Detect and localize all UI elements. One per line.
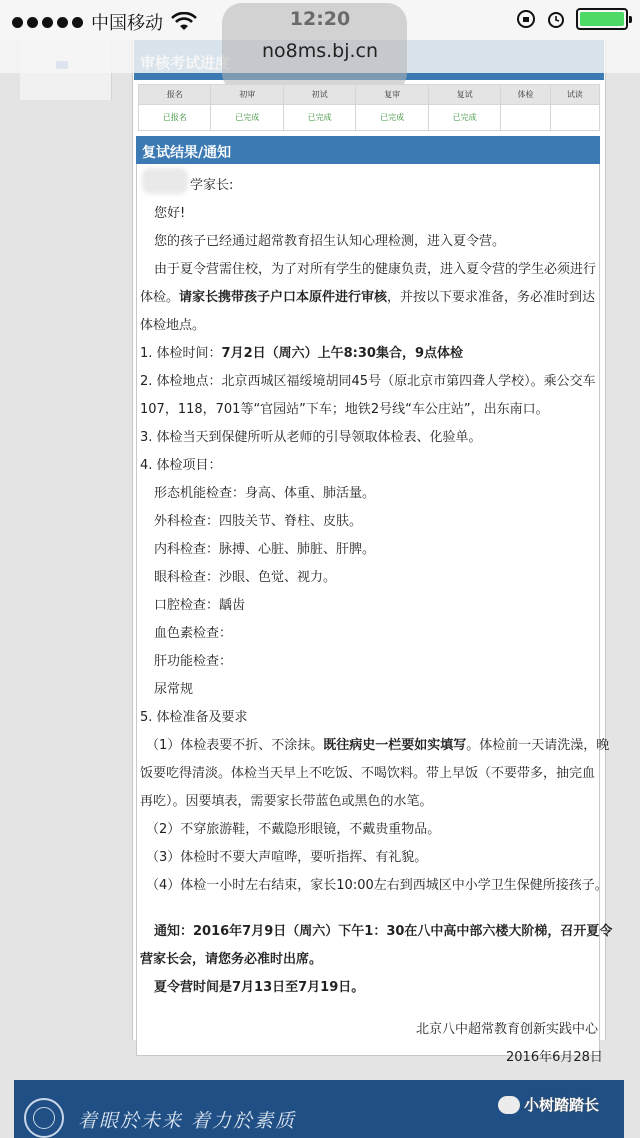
item-3: 3. 体检当天到保健所听从老师的引导领取体检表、化验单。 [140, 430, 482, 445]
progress-cell [550, 105, 599, 131]
requirement-1-line-1 [146, 734, 609, 753]
school-motto: 着眼於未来 着力於素质 [78, 1110, 297, 1132]
r1-text-bold: 既往病史一栏要如实填写 [323, 738, 467, 753]
exam-item: 血色素检查： [154, 626, 233, 641]
progress-col-header: 复试 [428, 85, 500, 105]
item-5: 5. 体检准备及要求 [140, 710, 248, 725]
requirement-1-line-2: 饭要吃得清淡。体检当天早上不吃饭、不喝饮料。带上早饭（不要带多，抽完血 [140, 766, 596, 781]
progress-col-header: 试读 [550, 85, 599, 105]
requirement-3: （3）体检时不要大声喧哗，要听指挥、有礼貌。 [146, 850, 428, 865]
watermark-text: 小树踏踏长 [524, 1096, 600, 1114]
exam-item: 口腔检查：龋齿 [154, 598, 246, 613]
progress-header-row [139, 85, 600, 105]
hello: 您好! [154, 206, 186, 221]
progress-table [138, 84, 600, 131]
notice-title: 复试结果/通知 [142, 145, 232, 161]
progress-cell [501, 105, 550, 131]
status-right [516, 8, 628, 30]
item-2-line-2: 107，118，701等“官园站”下车；地铁2号线“车公庄站”，出东南口。 [140, 402, 549, 417]
r1-text-a: （1）体检表要不折、不涂抹。 [146, 738, 324, 753]
notice-header [136, 136, 600, 164]
school-emblem-inner [33, 1107, 55, 1129]
progress-col-header: 初试 [283, 85, 355, 105]
exam-item: 肝功能检查： [154, 654, 233, 669]
signature-date: 2016年6月28日 [506, 1050, 603, 1065]
progress-col-header: 体检 [501, 85, 550, 105]
item-4: 4. 体检项目： [140, 458, 222, 473]
p2-text-a: 体检。 [140, 290, 180, 305]
exam-item: 眼科检查：沙眼、色觉、视力。 [154, 570, 337, 585]
wechat-icon [498, 1096, 520, 1114]
paragraph-2-line-3: 体检地点。 [140, 318, 206, 333]
battery-icon [576, 8, 628, 30]
meeting-notice-line-2: 营家长会，请您务必准时出席。 [140, 952, 323, 967]
greeting: 学家长: [190, 178, 234, 193]
progress-col-header: 报名 [139, 85, 211, 105]
r1-text-c: 。体检前一天请洗澡，晚 [466, 738, 610, 753]
item-2-line-1: 2. 体检地点：北京西城区福绥境胡同45号（原北京市第四聋人学校）。乘公交车 [140, 374, 596, 389]
paragraph-2-line-2 [140, 286, 595, 305]
progress-cell: 已完成 [211, 105, 283, 131]
exam-item: 内科检查：脉搏、心脏、肺脏、肝脾。 [154, 542, 376, 557]
carrier-name: 中国移动 [91, 13, 163, 34]
progress-cell: 已报名 [139, 105, 211, 131]
item-1-value: 7月2日（周六）上午8:30集合，9点体检 [221, 346, 464, 361]
paragraph-2-line-1: 由于夏令营需住校，为了对所有学生的健康负责，进入夏令营的学生必须进行 [154, 262, 597, 277]
progress-cell: 已完成 [428, 105, 500, 131]
exam-item: 外科检查：四肢关节、脊柱、皮肤。 [154, 514, 363, 529]
paragraph-1: 您的孩子已经通过超常教育招生认知心理检测，进入夏令营。 [154, 234, 506, 249]
progress-value-row [139, 105, 600, 131]
redacted-name [142, 168, 188, 194]
progress-cell: 已完成 [356, 105, 428, 131]
requirement-4: （4）体检一小时左右结束，家长10:00左右到西城区中小学卫生保健所接孩子。 [146, 878, 608, 893]
progress-col-header: 初审 [211, 85, 283, 105]
watermark [498, 1094, 599, 1115]
requirement-1-line-3: 再吃）。因要填表，需要家长带蓝色或黑色的水笔。 [140, 794, 433, 809]
camp-dates: 夏令营时间是7月13日至7月19日。 [154, 980, 365, 995]
organization-signature: 北京八中超常教育创新实践中心 [416, 1022, 599, 1037]
exam-item: 尿常规 [154, 682, 194, 697]
rotation-lock-icon [516, 9, 536, 29]
meeting-notice-line-1: 通知：2016年7月9日（周六）下午1：30在八中高中部六楼大阶梯，召开夏令 [154, 924, 613, 939]
requirement-2: （2）不穿旅游鞋，不戴隐形眼镜，不戴贵重物品。 [146, 822, 441, 837]
p2-text-bold: 请家长携带孩子户口本原件进行审核 [179, 290, 388, 305]
progress-col-header: 复审 [356, 85, 428, 105]
p2-text-c: ，并按以下要求准备，务必准时到达 [387, 290, 596, 305]
alarm-icon [546, 9, 566, 29]
item-1-label: 1. 体检时间： [140, 346, 222, 361]
url-text[interactable]: no8ms.bj.cn [261, 40, 379, 62]
item-1 [140, 342, 463, 361]
progress-cell: 已完成 [283, 105, 355, 131]
exam-item: 形态机能检查：身高、体重、肺活量。 [154, 486, 376, 501]
